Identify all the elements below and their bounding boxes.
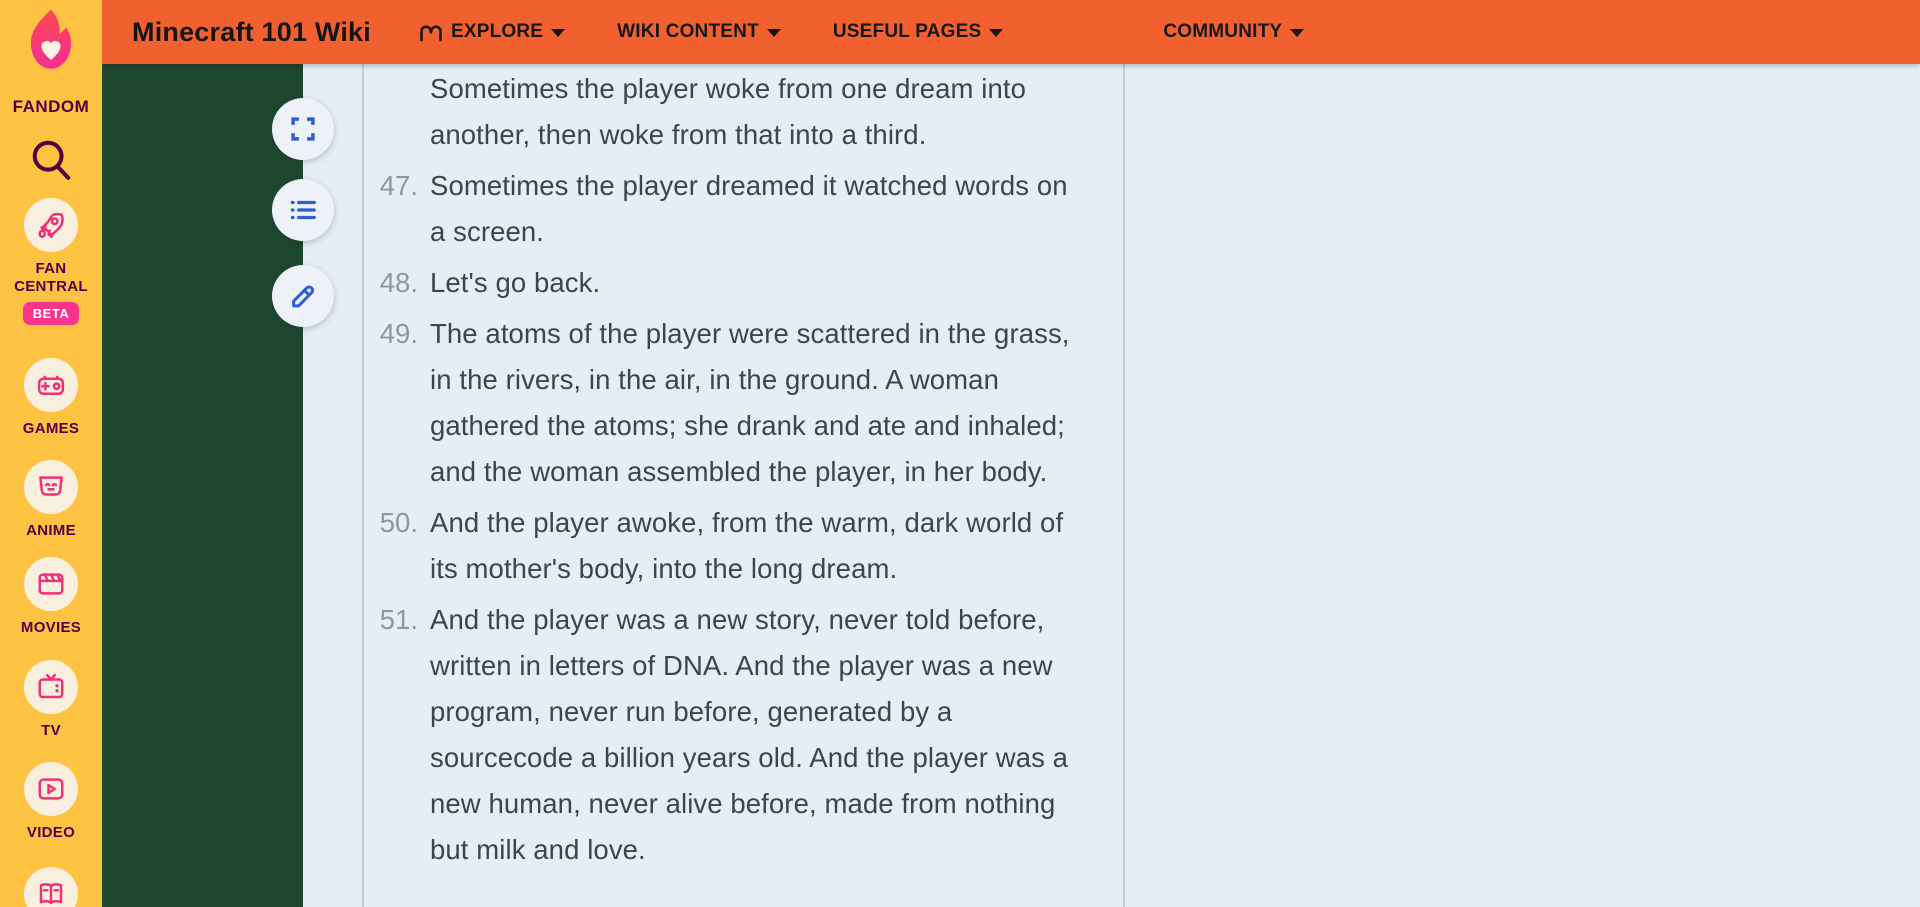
sidebar-item-label: MOVIES (20, 619, 82, 636)
wiki-title-link[interactable]: Minecraft 101 Wiki (132, 16, 371, 47)
sidebar-item-label: FAN CENTRAL (14, 260, 88, 295)
list-item (363, 163, 1075, 255)
sidebar-item-video[interactable] (0, 762, 102, 842)
open-book-icon (24, 867, 78, 907)
search-button[interactable] (0, 136, 102, 184)
anime-face-icon (24, 460, 78, 514)
list-item-number: 48. (379, 267, 418, 298)
video-play-icon (24, 762, 78, 816)
list-item-text: And the player was a new story, never told before, written in letters of DNA. And the player was a new program, never run before, generated by a sourcecode a billion years old. And the player was a new human, never alive before, made from nothing but milk and love. (430, 604, 1069, 865)
edit-button[interactable] (272, 265, 334, 327)
wiki-navbar (102, 0, 1920, 64)
list-item-text: Sometimes the player dreamed it watched words on a screen. (430, 170, 1068, 247)
list-item (363, 500, 1075, 592)
list-item (363, 260, 1075, 306)
clapperboard-icon (24, 557, 78, 611)
nav-item-useful-pages[interactable] (833, 21, 1003, 43)
beta-badge: BETA (23, 302, 79, 325)
list-item-number: 50. (379, 507, 418, 538)
list-item-text: Sometimes the player woke from one dream into another, then woke from that into a third. (430, 73, 1027, 150)
fandom-logo[interactable] (0, 8, 102, 72)
chevron-down-icon (989, 29, 1003, 37)
fandom-mark-icon (419, 23, 443, 42)
chevron-down-icon (551, 29, 565, 37)
chevron-down-icon (767, 29, 781, 37)
fandom-wordmark[interactable]: FANDOM (12, 97, 90, 116)
content-right-border (1123, 64, 1125, 907)
list-item-number: 47. (379, 170, 418, 201)
navbar-menu (419, 21, 1304, 43)
sidebar-item-label: ANIME (26, 522, 76, 539)
sidebar-item-tv[interactable] (0, 660, 102, 740)
list-item-text: And the player awoke, from the warm, dark world of its mother's body, into the long dream. (430, 507, 1064, 584)
wiki-theme-rail (102, 64, 303, 907)
chevron-down-icon (1290, 29, 1304, 37)
sidebar-item-label: GAMES (22, 420, 80, 437)
nav-item-label: USEFUL PAGES (832, 21, 982, 42)
sidebar-item-label: TV (41, 722, 61, 739)
nav-item-label: COMMUNITY (1163, 21, 1283, 42)
list-item (363, 311, 1075, 495)
list-item-text: The atoms of the player were scattered in the grass, in the rivers, in the air, in the ground. A woman gathered the atoms; she drank and ate and inhaled; and the woman assembled the player, in her body. (430, 318, 1070, 487)
fandom-flame-icon (28, 8, 74, 72)
nav-item-label: EXPLORE (450, 21, 544, 42)
list-item-number: 49. (379, 318, 418, 349)
pencil-icon (289, 282, 317, 310)
expand-icon (289, 115, 317, 143)
sidebar-item-fan-central[interactable] (0, 198, 102, 325)
sidebar-item-anime[interactable] (0, 460, 102, 540)
list-item-number (363, 66, 418, 158)
list-item-text: Let's go back. (430, 267, 601, 298)
sidebar-item-label: VIDEO (26, 824, 76, 841)
rocket-icon (24, 198, 78, 252)
sidebar-item-wikis[interactable] (0, 867, 102, 907)
list-item (363, 66, 1075, 158)
gamepad-icon (24, 358, 78, 412)
list-icon (288, 195, 318, 225)
nav-item-explore[interactable] (419, 21, 565, 43)
end-poem-list (363, 64, 1075, 878)
search-icon (28, 136, 74, 184)
list-item (363, 597, 1075, 873)
table-of-contents-button[interactable] (272, 179, 334, 241)
list-item-number: 51. (379, 604, 418, 635)
tv-icon (24, 660, 78, 714)
nav-item-label: WIKI CONTENT (617, 21, 759, 42)
sidebar-item-movies[interactable] (0, 557, 102, 637)
fullscreen-button[interactable] (272, 98, 334, 160)
nav-item-community[interactable] (1163, 21, 1304, 43)
sidebar-item-games[interactable] (0, 358, 102, 438)
nav-item-wiki-content[interactable] (617, 21, 781, 43)
fandom-global-rail (0, 0, 102, 907)
